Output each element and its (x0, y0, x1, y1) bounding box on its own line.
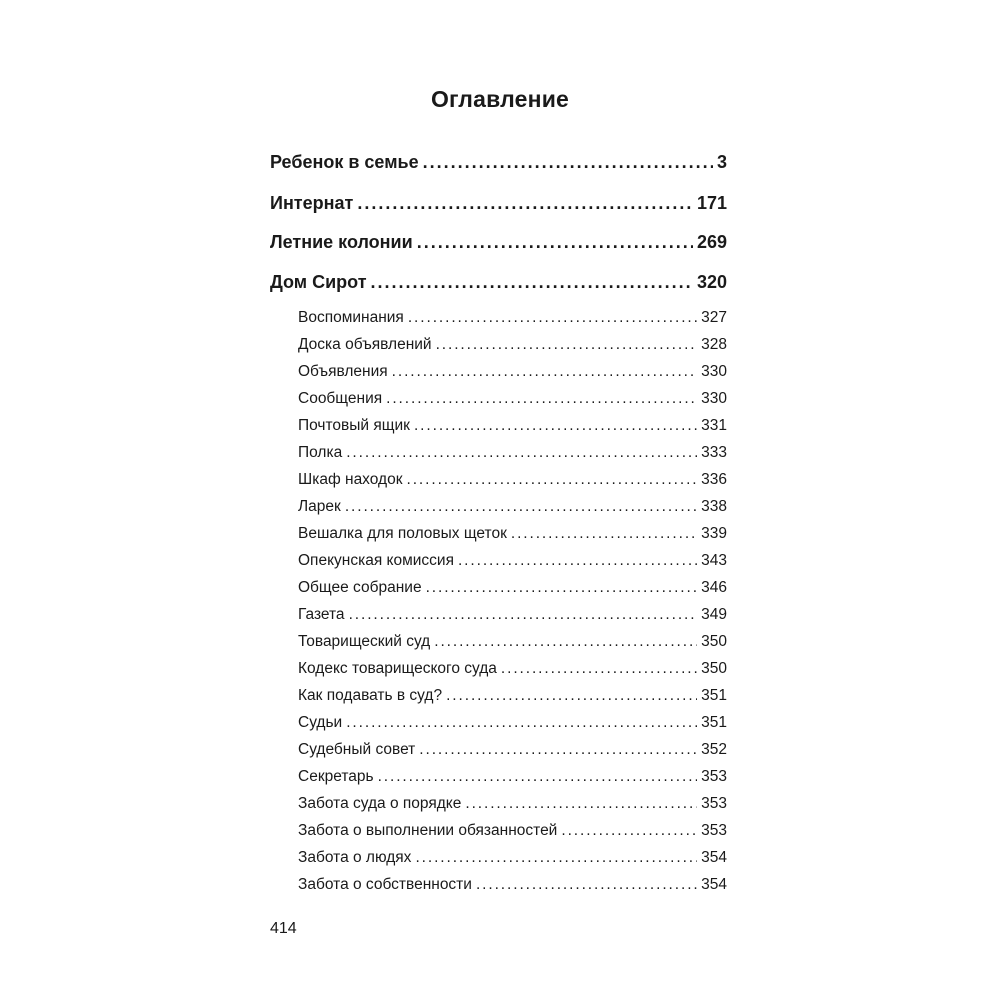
toc-entry-minor[interactable] (298, 471, 727, 489)
toc-entry-label: Забота о людях (298, 849, 412, 866)
toc-entry-minor[interactable] (298, 849, 727, 867)
leader-dots (378, 768, 698, 786)
toc-entry-minor[interactable] (298, 741, 727, 759)
toc-entry-label: Газета (298, 606, 345, 623)
page-title: Оглавление (430, 86, 570, 112)
toc-entry-page: 328 (701, 336, 727, 353)
toc-entry-label: Опекунская комиссия (298, 552, 454, 569)
toc-entry-label: Полка (298, 444, 343, 461)
leader-dots (386, 390, 697, 408)
toc-entry-page: 351 (701, 714, 727, 731)
toc-entry-minor[interactable] (298, 309, 727, 327)
toc-entry-page: 353 (701, 768, 727, 785)
leader-dots (408, 309, 697, 327)
toc-entry-page: 353 (701, 795, 727, 812)
toc-entry-page: 350 (701, 660, 727, 677)
leader-dots (392, 363, 697, 381)
toc-entry-minor[interactable] (298, 363, 727, 381)
toc-entry-label: Ларек (298, 498, 341, 515)
leader-dots (561, 822, 697, 840)
toc-entry-page: 171 (696, 193, 727, 213)
toc-entry-page: 336 (701, 471, 727, 488)
toc-entry-major[interactable] (270, 272, 727, 293)
leader-dots (407, 471, 698, 489)
leader-dots (511, 525, 697, 543)
toc-entry-label: Забота о собственности (298, 876, 472, 893)
toc-entry-minor[interactable] (298, 795, 727, 813)
toc-entry-minor[interactable] (298, 444, 727, 462)
toc-entry-page: 354 (701, 849, 727, 866)
toc-entry-label: Доска объявлений (298, 336, 432, 353)
toc-entry-minor[interactable] (298, 525, 727, 543)
toc-entry-label: Вешалка для половых щеток (298, 525, 507, 542)
toc-entry-page: 349 (701, 606, 727, 623)
toc-entry-page: 338 (701, 498, 727, 515)
toc-entry-label: Секретарь (298, 768, 374, 785)
leader-dots (446, 687, 697, 705)
toc-entry-label: Интернат (270, 193, 354, 213)
toc-entry-page: 330 (701, 390, 727, 407)
leader-dots (465, 795, 697, 813)
toc-entry-page: 343 (701, 552, 727, 569)
toc-entry-label: Ребенок в семье (270, 152, 419, 172)
page-number: 414 (270, 920, 297, 937)
toc-entry-minor[interactable] (298, 390, 727, 408)
toc-entry-major[interactable] (270, 232, 727, 253)
leader-dots (501, 660, 697, 678)
toc-entry-minor[interactable] (298, 606, 727, 624)
toc-entry-page: 351 (701, 687, 727, 704)
leader-dots (423, 152, 713, 173)
toc-entry-page: 346 (701, 579, 727, 596)
toc-entry-label: Почтовый ящик (298, 417, 410, 434)
toc-entry-label: Судебный совет (298, 741, 416, 758)
toc-entry-minor[interactable] (298, 336, 727, 354)
toc-entry-page: 333 (701, 444, 727, 461)
toc-entry-label: Летние колонии (270, 232, 413, 252)
toc-entry-page: 327 (701, 309, 727, 326)
toc-entry-label: Объявления (298, 363, 388, 380)
toc-entry-page: 269 (696, 232, 727, 252)
leader-dots (458, 552, 697, 570)
toc-entry-minor[interactable] (298, 687, 727, 705)
toc-entry-label: Забота суда о порядке (298, 795, 462, 812)
leader-dots (414, 417, 697, 435)
toc-entry-minor[interactable] (298, 579, 727, 597)
toc-entry-minor[interactable] (298, 660, 727, 678)
leader-dots (417, 232, 693, 253)
toc-entry-minor[interactable] (298, 768, 727, 786)
leader-dots (357, 193, 693, 214)
toc-entry-page: 320 (696, 272, 727, 292)
toc-entry-page: 331 (701, 417, 727, 434)
leader-dots (371, 272, 693, 293)
toc-entry-minor[interactable] (298, 633, 727, 651)
toc-entry-minor[interactable] (298, 552, 727, 570)
toc-entry-label: Как подавать в суд? (298, 687, 443, 704)
toc-entry-minor[interactable] (298, 822, 727, 840)
leader-dots (345, 498, 697, 516)
toc-entry-page: 350 (701, 633, 727, 650)
toc-entry-label: Дом Сирот (270, 272, 367, 292)
leader-dots (346, 444, 697, 462)
toc-entry-minor[interactable] (298, 714, 727, 732)
toc-entry-page: 354 (701, 876, 727, 893)
toc-entry-label: Общее собрание (298, 579, 422, 596)
leader-dots (419, 741, 697, 759)
leader-dots (346, 714, 697, 732)
leader-dots (426, 579, 698, 597)
toc-entry-minor[interactable] (298, 876, 727, 894)
leader-dots (434, 633, 697, 651)
toc-entry-page: 339 (701, 525, 727, 542)
toc-entry-major[interactable] (270, 193, 727, 214)
toc-entry-label: Сообщения (298, 390, 383, 407)
toc-entry-label: Судьи (298, 714, 343, 731)
toc-entry-label: Кодекс товарищеского суда (298, 660, 497, 677)
toc-entry-major[interactable] (270, 152, 727, 173)
leader-dots (415, 849, 697, 867)
toc-entry-page: 353 (701, 822, 727, 839)
toc-entry-label: Шкаф находок (298, 471, 403, 488)
toc-entry-label: Забота о выполнении обязанностей (298, 822, 558, 839)
leader-dots (349, 606, 698, 624)
toc-entry-minor[interactable] (298, 417, 727, 435)
toc-entry-page: 330 (701, 363, 727, 380)
toc-entry-minor[interactable] (298, 498, 727, 516)
leader-dots (436, 336, 698, 354)
toc-entry-label: Товарищеский суд (298, 633, 431, 650)
leader-dots (476, 876, 697, 894)
toc-entry-page: 3 (716, 152, 727, 172)
toc-entry-label: Воспоминания (298, 309, 404, 326)
toc-entry-page: 352 (701, 741, 727, 758)
